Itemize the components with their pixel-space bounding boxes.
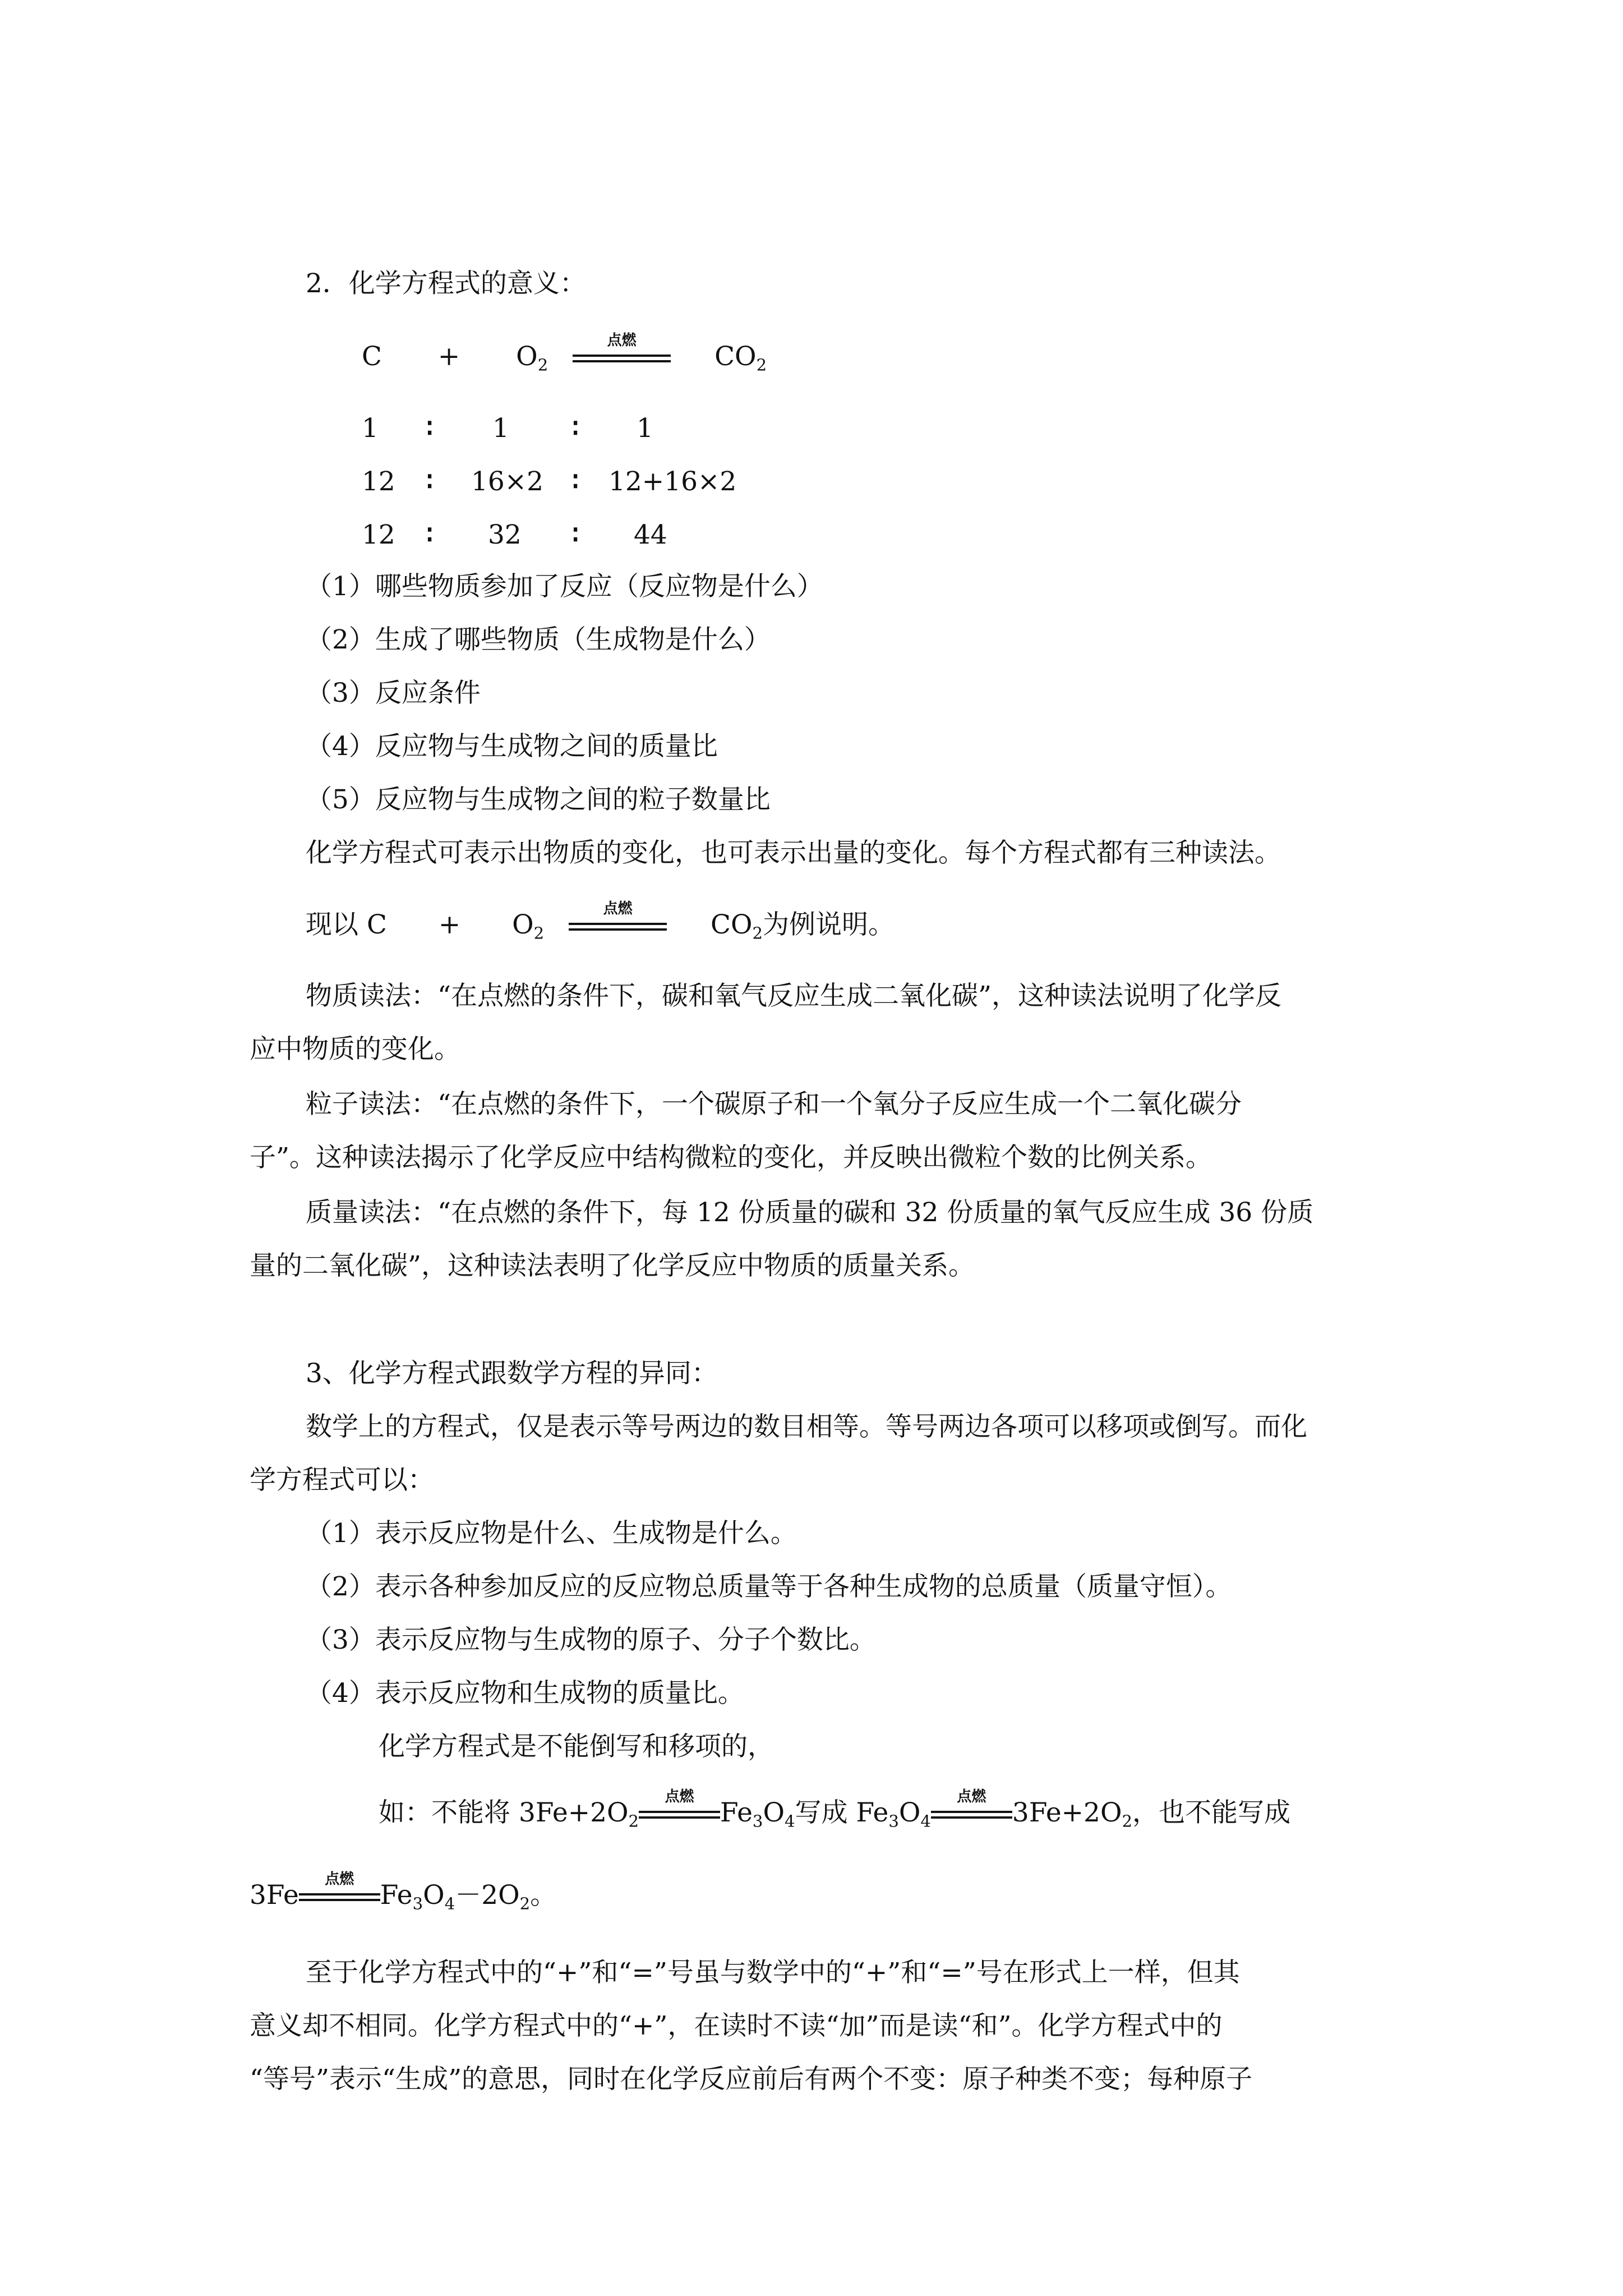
- list-item: （4）反应物与生成物之间的质量比: [306, 731, 718, 762]
- reaction-arrow: [931, 1788, 1012, 1823]
- equation: [362, 332, 767, 375]
- example-text: 写成 $Fe_3O_4$: [795, 1797, 931, 1831]
- ratio-cell: 12+16×2: [608, 466, 737, 497]
- product-co2: $CO_2$: [711, 909, 763, 943]
- ratio-cell: 16×2: [471, 466, 544, 497]
- paragraph: 粒子读法：“在点燃的条件下，一个碳原子和一个氧分子反应生成一个二氧化碳分: [306, 1089, 1242, 1120]
- ratio-colon: ∶: [572, 466, 579, 497]
- section-heading: 2．化学方程式的意义：: [306, 268, 586, 299]
- ratio-cell: 1: [362, 413, 379, 444]
- example-text: 如：不能将 $3Fe+2O_2$: [379, 1797, 639, 1831]
- list-item: （3）反应条件: [306, 678, 481, 708]
- paragraph: 意义却不相同。化学方程式中的“+”，在读时不读“加”而是读“和”。化学方程式中的: [250, 2010, 1223, 2041]
- plus-sign: +: [438, 909, 461, 940]
- ratio-colon: ∶: [426, 519, 434, 550]
- formula: $3Fe+2O_2$: [1012, 1797, 1133, 1831]
- condition-label: 点燃: [325, 1871, 354, 1888]
- ratio-cell: 12: [362, 519, 395, 550]
- list-item: （4）表示反应物和生成物的质量比。: [306, 1678, 744, 1709]
- ratio-colon: ∶: [572, 519, 579, 550]
- example-line: [306, 900, 895, 943]
- condition-label: 点燃: [665, 1788, 694, 1805]
- reactant-o2: $O_2$: [512, 909, 545, 943]
- condition-label: 点燃: [607, 332, 637, 349]
- example-line: [250, 1871, 557, 1913]
- condition-label: 点燃: [603, 900, 633, 917]
- list-item: （2）生成了哪些物质（生成物是什么）: [306, 624, 771, 655]
- paragraph: 量的二氧化碳”，这种读法表明了化学反应中物质的质量关系。: [250, 1250, 975, 1281]
- example-line: [379, 1788, 1291, 1831]
- paragraph: 至于化学方程式中的“+”和“=”号虽与数学中的“+”和“=”号在形式上一样，但其: [306, 1957, 1240, 1988]
- example-prefix: 现以 C: [306, 909, 387, 940]
- paragraph: “等号”表示“生成”的意思，同时在化学反应前后有两个不变：原子种类不变；每种原子: [250, 2064, 1253, 2095]
- ratio-cell: 44: [634, 519, 667, 550]
- list-item: （1）哪些物质参加了反应（反应物是什么）: [306, 571, 823, 602]
- list-item: （5）反应物与生成物之间的粒子数量比: [306, 784, 771, 815]
- section-heading: 3、化学方程式跟数学方程的异同：: [306, 1358, 718, 1389]
- reaction-arrow: [639, 1788, 720, 1823]
- condition-label: 点燃: [957, 1788, 986, 1805]
- reactant-o2: $O_2$: [516, 341, 548, 375]
- plus-sign: +: [437, 341, 460, 372]
- paragraph: 化学方程式是不能倒写和移项的，: [379, 1731, 774, 1762]
- formula: 3Fe: [250, 1880, 299, 1911]
- paragraph: 物质读法：“在点燃的条件下，碳和氧气反应生成二氧化碳”，这种读法说明了化学反: [306, 981, 1282, 1011]
- example-suffix: 为例说明。: [763, 909, 895, 940]
- paragraph: 应中物质的变化。: [250, 1034, 460, 1065]
- product-co2: $CO_2$: [714, 341, 767, 375]
- list-item: （3）表示反应物与生成物的原子、分子个数比。: [306, 1625, 876, 1655]
- ratio-colon: ∶: [426, 466, 434, 497]
- list-item: （1）表示反应物是什么、生成物是什么。: [306, 1518, 797, 1549]
- reaction-arrow: [573, 332, 671, 367]
- formula: $Fe_3O_4$: [720, 1797, 795, 1831]
- reactant-c: C: [362, 341, 382, 372]
- ratio-cell: 1: [492, 413, 509, 444]
- paragraph: 子”。这种读法揭示了化学反应中结构微粒的变化，并反映出微粒个数的比例关系。: [250, 1142, 1212, 1173]
- paragraph: 质量读法：“在点燃的条件下，每 12 份质量的碳和 32 份质量的氧气反应生成 36 份质: [306, 1197, 1314, 1228]
- reaction-arrow: [569, 900, 667, 935]
- list-item: （2）表示各种参加反应的反应物总质量等于各种生成物的总质量（质量守恒）。: [306, 1571, 1232, 1602]
- ratio-cell: 32: [488, 519, 522, 550]
- reaction-arrow: [299, 1871, 380, 1906]
- paragraph: 数学上的方程式，仅是表示等号两边的数目相等。等号两边各项可以移项或倒写。而化: [306, 1411, 1307, 1442]
- formula: $Fe_3O_4-2O_2$。: [380, 1880, 557, 1913]
- ratio-cell: 12: [362, 466, 395, 497]
- ratio-colon: ∶: [572, 413, 579, 444]
- example-suffix: ，也不能写成: [1132, 1797, 1291, 1828]
- ratio-cell: 1: [637, 413, 653, 444]
- paragraph: 化学方程式可表示出物质的变化，也可表示出量的变化。每个方程式都有三种读法。: [306, 838, 1281, 868]
- paragraph: 学方程式可以：: [250, 1465, 434, 1496]
- ratio-colon: ∶: [426, 413, 434, 444]
